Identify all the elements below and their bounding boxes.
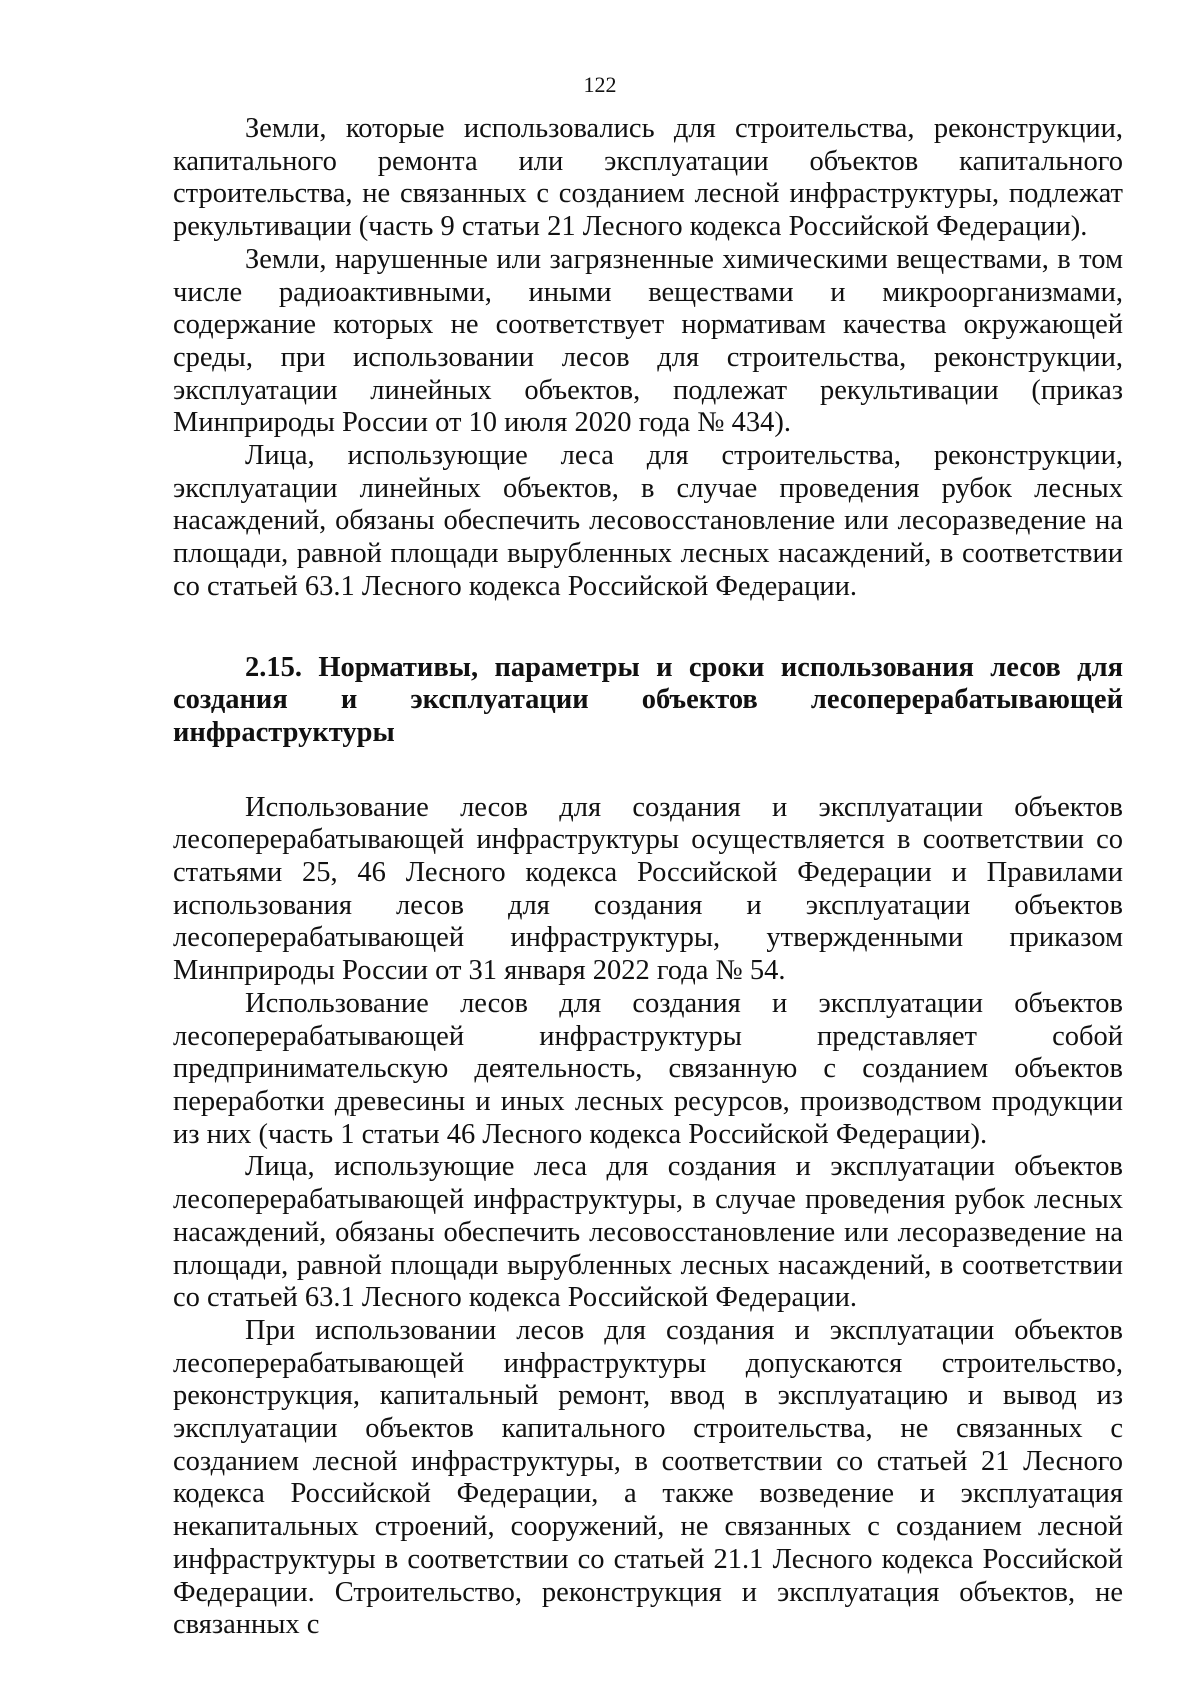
paragraph: Использование лесов для создания и эксплуатации объектов лесоперерабатывающей инфраструктуры осуществляется в соответствии со статьями 25, 46 Лесного кодекса Российской Федерации и Правилами использования лесов для создания и эксплуатации объектов лесоперерабатывающей инфраструктуры, утвержденными приказом Минприроды России от 31 января 2022 года № 54.	[173, 791, 1123, 987]
section-heading: 2.15. Нормативы, параметры и сроки использования лесов для создания и эксплуатации объектов лесоперерабатывающей инфраструктуры	[173, 651, 1123, 748]
paragraph: Земли, которые использовались для строительства, реконструкции, капитального ремонта или эксплуатации объектов капитального строительства, не связанных с созданием лесной инфраструктуры, подлежат рекультивации (часть 9 статьи 21 Лесного кодекса Российской Федерации).	[173, 113, 1123, 243]
document-body	[173, 113, 1123, 1642]
paragraph: При использовании лесов для создания и эксплуатации объектов лесоперерабатывающей инфраструктуры допускаются строительство, реконструкция, капитальный ремонт, ввод в эксплуатацию и вывод из эксплуатации объектов капитального строительства, не связанных с созданием лесной инфраструктуры, в соответствии со статьей 21 Лесного кодекса Российской Федерации, а также возведение и эксплуатация некапитальных строений, сооружений, не связанных с созданием лесной инфраструктуры в соответствии со статьей 21.1 Лесного кодекса Российской Федерации. Строительство, реконструкция и эксплуатация объектов, не связанных с	[173, 1314, 1123, 1641]
page-number: 122	[583, 72, 617, 97]
paragraph: Лица, использующие леса для создания и эксплуатации объектов лесоперерабатывающей инфраструктуры, в случае проведения рубок лесных насаждений, обязаны обеспечить лесовосстановление или лесоразведение на площади, равной площади вырубленных лесных насаждений, в соответствии со статьей 63.1 Лесного кодекса Российской Федерации.	[173, 1151, 1123, 1314]
paragraph: Лица, использующие леса для строительства, реконструкции, эксплуатации линейных объектов, в случае проведения рубок лесных насаждений, обязаны обеспечить лесовосстановление или лесоразведение на площади, равной площади вырубленных лесных насаждений, в соответствии со статьей 63.1 Лесного кодекса Российской Федерации.	[173, 440, 1123, 602]
paragraph: Земли, нарушенные или загрязненные химическими веществами, в том числе радиоактивными, иными веществами и микроорганизмами, содержание которых не соответствует нормативам качества окружающей среды, при использовании лесов для строительства, реконструкции, эксплуатации линейных объектов, подлежат рекультивации (приказ Минприроды России от 10 июля 2020 года № 434).	[173, 243, 1123, 439]
paragraph: Использование лесов для создания и эксплуатации объектов лесоперерабатывающей инфраструктуры представляет собой предпринимательскую деятельность, связанную с созданием объектов переработки древесины и иных лесных ресурсов, производством продукции из них (часть 1 статьи 46 Лесного кодекса Российской Федерации).	[173, 987, 1123, 1150]
